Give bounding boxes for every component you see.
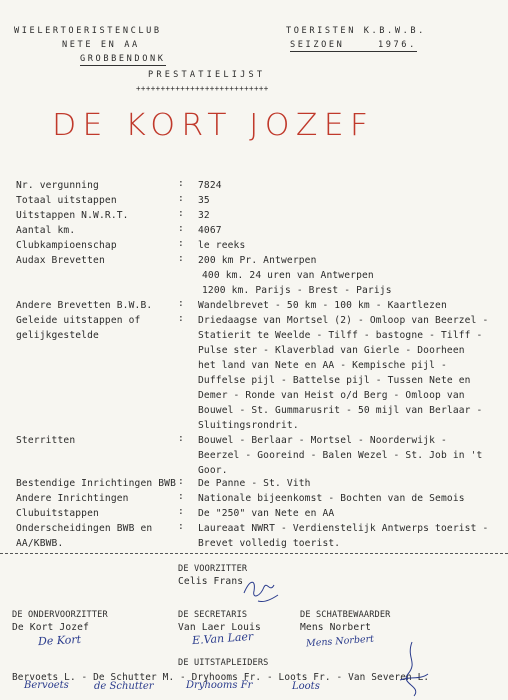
field-label-line: Audax Brevetten xyxy=(16,255,105,266)
field-label xyxy=(16,521,152,551)
field-colon: : xyxy=(178,521,184,532)
field-value xyxy=(198,506,334,521)
schatbewaarder-role: DE SCHATBEWAARDER xyxy=(300,610,391,620)
field-label-line: Clubuitstappen xyxy=(16,508,99,519)
field-value-line: Sluitingsrondrit. xyxy=(198,420,299,431)
season xyxy=(290,40,417,52)
club-town: GROBBENDONK xyxy=(80,54,166,64)
field-colon: : xyxy=(178,238,184,249)
field-value-line: Beerzel - Gooreind - Balen Wezel - St. Job in 't xyxy=(198,450,483,461)
field-label-line: Onderscheidingen BWB en xyxy=(16,523,153,534)
field-label-line: Bestendige Inrichtingen BWB xyxy=(16,478,176,489)
field-value-line: 7824 xyxy=(198,180,222,191)
field-colon: : xyxy=(178,253,184,264)
field-label-line: Totaal uitstappen xyxy=(16,195,117,206)
field-label-line: gelijkgestelde xyxy=(16,330,99,341)
field-colon: : xyxy=(178,223,184,234)
field-label-line: Andere Inrichtingen xyxy=(16,493,129,504)
field-value xyxy=(198,476,311,491)
field-label xyxy=(16,506,99,521)
field-value xyxy=(198,193,210,208)
field-label-line: Andere Brevetten B.W.B. xyxy=(16,300,153,311)
field-value-line: 35 xyxy=(198,195,210,206)
field-colon: : xyxy=(178,208,184,219)
voorzitter-signature xyxy=(240,573,284,605)
uitstapleiders-role: DE UITSTAPLEIDERS xyxy=(178,658,269,668)
field-value-line: Bouwel - Berlaar - Mortsel - Noorderwijk - xyxy=(198,435,447,446)
secretaris-signature: E.Van Laer xyxy=(191,629,254,648)
field-value-line: 200 km Pr. Antwerpen xyxy=(198,255,317,266)
field-label-line: Geleide uitstappen of xyxy=(16,315,141,326)
club-subname: NETE EN AA xyxy=(62,40,140,50)
field-label xyxy=(16,178,99,193)
field-value-line: 32 xyxy=(198,210,210,221)
field-colon: : xyxy=(178,313,184,324)
document-title: PRESTATIELIJST xyxy=(148,70,266,80)
signature-uitstapleider-3: Dryhooms Fr xyxy=(186,680,253,691)
divider xyxy=(0,553,508,554)
field-value-line: Statierit te Weelde - Tilff - bastogne - Tilff - xyxy=(198,330,483,341)
field-label xyxy=(16,208,129,223)
field-colon: : xyxy=(178,476,184,487)
member-name: DE KORT JOZEF xyxy=(52,108,375,143)
field-value-line: De Panne - St. Vith xyxy=(198,478,311,489)
ondervoorzitter-signature: De Kort xyxy=(37,632,82,649)
field-label-line: Aantal km. xyxy=(16,225,76,236)
field-label xyxy=(16,223,75,238)
signature-uitstapleider-4: Loots xyxy=(292,681,320,692)
field-label xyxy=(16,476,176,491)
field-value xyxy=(198,491,465,506)
field-value-line: Demer - Ronde van Heist o/d Berg - Omloop van xyxy=(198,390,465,401)
field-value-line: De "250" van Nete en AA xyxy=(198,508,335,519)
field-label xyxy=(16,313,140,343)
field-label xyxy=(16,298,152,313)
field-value-line: Goor. xyxy=(198,465,228,476)
schatbewaarder-name: Mens Norbert xyxy=(300,622,372,633)
field-value-line: Bouwel - St. Gummarusrit - 50 mijl van Berlaar - xyxy=(198,405,483,416)
uitstapleider-signature-flourish xyxy=(392,640,432,698)
field-label-line: AA/KBWB. xyxy=(16,538,64,549)
field-colon: : xyxy=(178,506,184,517)
field-value-line: Pulse ster - Klaverblad van Gierle - Doorheen xyxy=(198,345,465,356)
field-value-line: 4067 xyxy=(198,225,222,236)
voorzitter-name: Celis Frans xyxy=(178,576,244,587)
field-value xyxy=(198,253,392,298)
field-label-line: Nr. vergunning xyxy=(16,180,99,191)
field-value xyxy=(198,238,245,253)
field-colon: : xyxy=(178,433,184,444)
secretaris-name: Van Laer Louis xyxy=(178,622,261,633)
field-value xyxy=(198,298,447,313)
field-value xyxy=(198,313,488,433)
field-value-line: 1200 km. Parijs - Brest - Parijs xyxy=(202,285,392,296)
title-rule: +++++++++++++++++++++++++++ xyxy=(136,84,269,93)
uitstapleiders-names: Bervoets L. - De Schutter M. - Dryhooms Fr. - Loots Fr. - Van Severen L. xyxy=(12,672,430,683)
season-label: SEIZOEN xyxy=(290,40,345,50)
field-value xyxy=(198,178,222,193)
signature-uitstapleider-1: Bervoets xyxy=(24,680,69,691)
signature-uitstapleider-2: de Schutter xyxy=(94,681,154,692)
field-value-line: Wandelbrevet - 50 km - 100 km - Kaartlezen xyxy=(198,300,447,311)
field-value-line: Laureaat NWRT - Verdienstelijk Antwerps toerist - xyxy=(198,523,489,534)
club-name: WIELERTOERISTENCLUB xyxy=(14,26,162,36)
field-colon: : xyxy=(178,491,184,502)
field-value-line: Duffelse pijl - Battelse pijl - Tussen Nete en xyxy=(198,375,471,386)
field-value-line: 400 km. 24 uren van Antwerpen xyxy=(202,270,374,281)
field-label xyxy=(16,193,117,208)
field-value-line: Nationale bijeenkomst - Bochten van de Semois xyxy=(198,493,465,504)
ondervoorzitter-role: DE ONDERVOORZITTER xyxy=(12,610,108,620)
federation: TOERISTEN K.B.W.B. xyxy=(286,26,426,36)
field-value xyxy=(198,208,210,223)
voorzitter-role: DE VOORZITTER xyxy=(178,564,248,574)
field-label xyxy=(16,433,75,448)
season-year: 1976. xyxy=(377,40,417,50)
field-label xyxy=(16,491,129,506)
field-value-line: Brevet volledig toerist. xyxy=(198,538,341,549)
field-colon: : xyxy=(178,298,184,309)
field-value-line: het land van Nete en AA - Kempische pijl - xyxy=(198,360,447,371)
field-label xyxy=(16,238,117,253)
schatbewaarder-signature: Mens Norbert xyxy=(305,633,375,650)
field-colon: : xyxy=(178,178,184,189)
field-label xyxy=(16,253,105,268)
secretaris-role: DE SECRETARIS xyxy=(178,610,248,620)
field-value xyxy=(198,223,222,238)
field-value-line: le reeks xyxy=(198,240,246,251)
field-colon: : xyxy=(178,193,184,204)
ondervoorzitter-name: De Kort Jozef xyxy=(12,622,90,633)
field-value xyxy=(198,433,482,478)
field-label-line: Clubkampioenschap xyxy=(16,240,117,251)
field-value xyxy=(198,521,488,551)
field-label-line: Uitstappen N.W.R.T. xyxy=(16,210,129,221)
field-label-line: Sterritten xyxy=(16,435,76,446)
field-value-line: Driedaagse van Mortsel (2) - Omloop van Beerzel - xyxy=(198,315,489,326)
